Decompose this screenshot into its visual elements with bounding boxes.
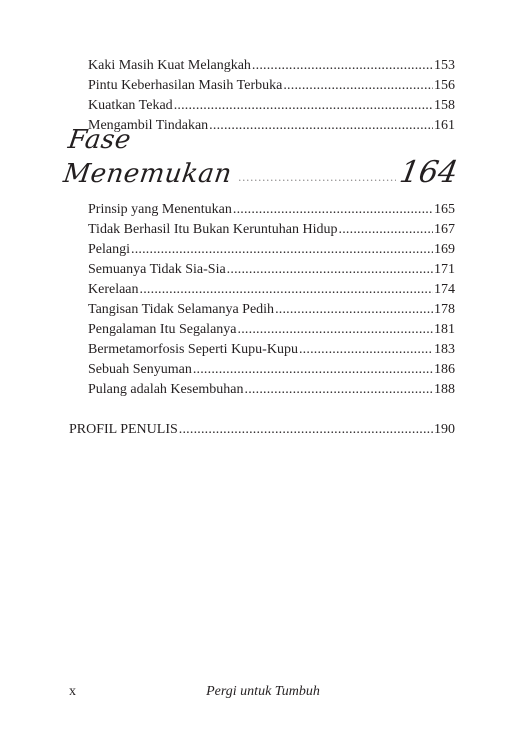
toc-entry[interactable] [88,200,455,220]
dot-leader [339,220,433,240]
dot-leader [227,260,433,280]
dot-leader [245,380,433,400]
toc-entry-title: Prinsip yang Menentukan [88,202,232,217]
toc-entry[interactable] [88,56,455,76]
dot-leader [238,171,396,184]
toc-entry[interactable] [88,240,455,260]
toc-entry-title: Pulang adalah Kesembuhan [88,382,244,397]
toc-entry-page: 161 [434,118,455,133]
toc-entry-title: Sebuah Senyuman [88,362,192,377]
toc-entry-title: Tangisan Tidak Selamanya Pedih [88,302,275,317]
toc-entry[interactable] [88,340,455,360]
dot-leader [233,200,433,220]
toc-entry-page: 188 [434,382,455,397]
toc-entry-page: 178 [434,302,455,317]
dot-leader [193,360,433,380]
toc-entry[interactable] [88,360,455,380]
toc-entry[interactable] [88,76,455,96]
toc-entry-title: Tidak Berhasil Itu Bukan Keruntuhan Hidup [88,222,338,237]
toc-entry-title: Mengambil Tindakan [88,118,209,133]
toc-entry[interactable] [88,220,455,240]
section-page: 164 [396,155,461,190]
toc-entry-page: 181 [434,322,455,337]
dot-leader [131,240,433,260]
toc-entry[interactable] [88,280,455,300]
dot-leader [174,96,433,116]
toc-entry[interactable] [88,380,455,400]
toc-entry[interactable] [88,96,455,116]
toc-entry-title: PROFIL PENULIS [69,422,178,437]
toc-entry-page: 171 [434,262,455,277]
toc-entry-page: 174 [434,282,455,297]
toc-entry-page: 158 [434,98,455,113]
footer-page-number: x [69,684,76,699]
toc-entry-page: 186 [434,362,455,377]
toc-entry-title: Pelangi [88,242,130,257]
toc-entry-title: Pengalaman Itu Segalanya [88,322,237,337]
dot-leader [252,56,433,76]
toc-entry-title: Pintu Keberhasilan Masih Terbuka [88,78,283,93]
toc-entry-title: Semuanya Tidak Sia-Sia [88,262,226,277]
toc-entry[interactable] [88,300,455,320]
section-title: Fase Menemukan [61,125,234,189]
dot-leader [238,320,433,340]
dot-leader [179,420,433,440]
dot-leader [209,116,433,136]
dot-leader [275,300,433,320]
toc-entry[interactable] [88,320,455,340]
toc-entry-page: 156 [434,78,455,93]
dot-leader [140,280,433,300]
toc-entry-page: 153 [434,58,455,73]
dot-leader [283,76,433,96]
toc-entry-title: Bermetamorfosis Seperti Kupu-Kupu [88,342,298,357]
dot-leader [299,340,433,360]
toc-entry-title: Kuatkan Tekad [88,98,173,113]
toc-entry-title: Kaki Masih Kuat Melangkah [88,58,251,73]
toc-entry-title: Kerelaan [88,282,139,297]
toc-entry-page: 169 [434,242,455,257]
toc-entry-page: 167 [434,222,455,237]
toc-entry-page: 165 [434,202,455,217]
toc-entry-page: 190 [434,422,455,437]
toc-entry-profile[interactable] [69,420,455,440]
toc-entry[interactable] [88,260,455,280]
footer-book-title: Pergi untuk Tumbuh [206,684,320,699]
toc-entry-page: 183 [434,342,455,357]
